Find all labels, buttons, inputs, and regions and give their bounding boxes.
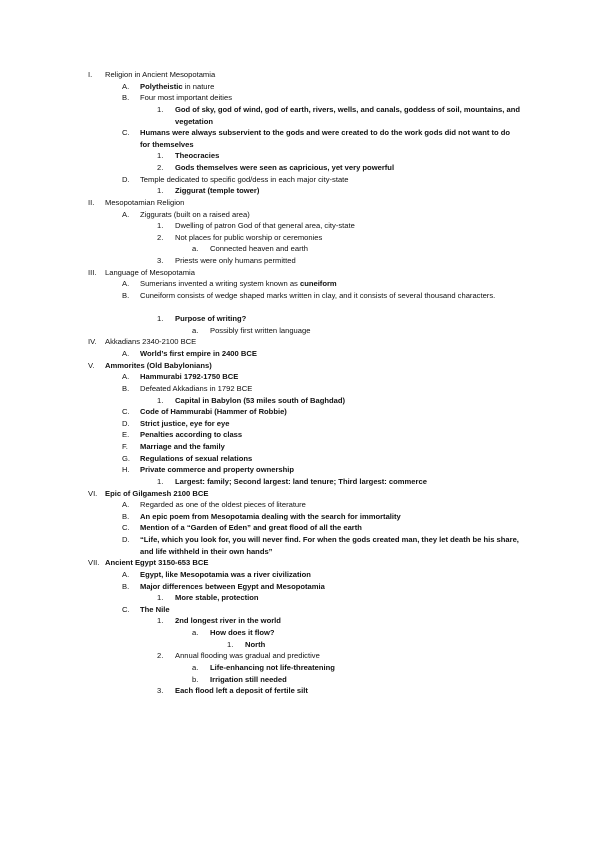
bold-text: Strict justice, eye for eye [140, 418, 230, 428]
outline-marker: C. [122, 407, 130, 417]
bold-text: An epic poem from Mesopotamia dealing with the search for immortality [140, 511, 401, 521]
outline-marker: b. [192, 674, 199, 684]
plain-text: Possibly first written language [210, 325, 311, 335]
outline-item-level-2 [0, 395, 595, 407]
outline-marker: 1. [157, 186, 164, 196]
outline-item-level-0 [0, 69, 595, 81]
outline-text [175, 150, 219, 162]
outline-marker: III. [88, 267, 97, 277]
bold-text: Ammorites (Old Babylonians) [105, 360, 212, 370]
outline-marker: B. [122, 290, 130, 300]
plain-text: Four most important deities [140, 93, 233, 103]
outline-item-level-2 [0, 255, 595, 267]
plain-text: Priests were only humans permitted [175, 256, 296, 265]
bold-text: North [245, 639, 266, 649]
plain-text: Religion in Ancient Mesopotamia [105, 70, 216, 79]
bold-text: Epic of Gilgamesh 2100 BCE [105, 488, 209, 498]
outline-item-level-1 [0, 174, 595, 186]
outline-item-level-1 [0, 569, 595, 581]
outline-text [175, 255, 296, 267]
plain-text: Mesopotamian Religion [105, 197, 185, 207]
outline-text [210, 243, 308, 255]
outline-marker: A. [122, 209, 130, 219]
outline-item-level-2 [0, 150, 595, 162]
outline-item-level-1 [0, 453, 595, 465]
bold-text: cuneiform [299, 279, 337, 289]
outline-item-level-1 [0, 522, 595, 534]
outline-marker: D. [122, 174, 130, 184]
outline-marker: VII. [88, 558, 100, 568]
bold-text: World’s first empire in 2400 BCE [140, 349, 257, 358]
bold-text: Irrigation still needed [210, 674, 287, 684]
outline-item-level-0 [0, 488, 595, 500]
outline-marker: 1. [157, 314, 164, 324]
outline-marker: E. [122, 430, 130, 440]
outline-marker: C. [122, 128, 130, 138]
plain-text: Sumerians invented a writing system known as [140, 279, 300, 289]
outline-item-level-3 [0, 674, 595, 686]
outline-item-level-0 [0, 336, 595, 348]
outline-item-level-1 [0, 581, 595, 593]
outline-text [210, 674, 287, 686]
outline-text [175, 685, 308, 697]
outline-marker: 1. [157, 221, 164, 231]
outline-text [105, 267, 195, 279]
outline-marker: A. [122, 500, 130, 510]
outline-text [175, 313, 246, 325]
outline-text [140, 429, 242, 441]
outline-text [140, 604, 170, 616]
outline-text [140, 383, 252, 395]
outline-marker: F. [122, 442, 128, 451]
outline-text [140, 534, 520, 557]
bold-text: Code of Hammurabi (Hammer of Robbie) [140, 407, 287, 417]
outline-text [140, 581, 325, 593]
outline-text [175, 615, 281, 627]
bold-text: Mention of a “Garden of Eden” and great flood of all the earth [140, 523, 362, 533]
bold-text: Private commerce and property ownership [140, 465, 295, 475]
plain-text: Temple dedicated to specific god/dess in each major city-state [140, 174, 349, 184]
plain-text: Not places for public worship or ceremonies [175, 232, 323, 242]
bold-text: Major differences between Egypt and Mesopotamia [140, 581, 325, 591]
outline-item-level-1 [0, 209, 595, 221]
outline-item-level-2 [0, 220, 595, 232]
outline-text [140, 511, 401, 523]
outline-text [210, 662, 335, 674]
outline-marker: G. [122, 453, 131, 463]
bold-text: Polytheistic [140, 81, 183, 91]
outline-item-level-3 [0, 243, 595, 255]
outline-item-level-1 [0, 604, 595, 616]
outline-marker: 3. [157, 256, 164, 265]
bold-text: Egypt, like Mesopotamia was a river civilization [140, 569, 311, 579]
outline-item-level-1 [0, 406, 595, 418]
bold-text: Gods themselves were seen as capricious, yet very powerful [175, 163, 395, 172]
outline-marker: 1. [157, 476, 164, 486]
outline-text [140, 348, 257, 360]
outline-marker: B. [122, 93, 130, 103]
outline-text [140, 499, 306, 511]
outline-marker: II. [88, 197, 95, 207]
bold-text: Ancient Egypt 3150-653 BCE [105, 558, 209, 568]
outline-marker: 3. [157, 686, 164, 696]
outline-marker: 2. [157, 651, 164, 661]
outline-text [175, 476, 427, 488]
bold-text: Life-enhancing not life-threatening [210, 662, 335, 672]
outline-marker: A. [122, 569, 130, 579]
outline-text [105, 197, 184, 209]
outline-marker: H. [122, 465, 130, 475]
plain-text: Akkadians 2340-2100 BCE [105, 337, 197, 347]
outline-item-level-0 [0, 557, 595, 569]
outline-marker: C. [122, 523, 130, 533]
bold-text: Hammurabi 1792-1750 BCE [140, 372, 239, 382]
plain-text: Ziggurats (built on a raised area) [140, 209, 250, 219]
outline-text [140, 371, 238, 383]
outline-item-level-1 [0, 511, 595, 523]
outline-item-level-1 [0, 418, 595, 430]
outline-text [105, 69, 215, 81]
outline-text [175, 162, 394, 174]
bold-text: More stable, protection [175, 593, 259, 603]
outline-marker: A. [122, 349, 130, 358]
outline-marker: C. [122, 604, 130, 614]
outline-text [140, 81, 214, 93]
outline-item-level-0 [0, 360, 595, 372]
outline-marker: a. [192, 244, 199, 254]
bold-text: Humans were always subservient to the gods and were created to do the work gods did not want to do for themselves [140, 128, 511, 149]
outline-item-level-1 [0, 464, 595, 476]
outline-item-level-2 [0, 615, 595, 627]
bold-text: Capital in Babylon (53 miles south of Baghdad) [175, 395, 346, 405]
outline-item-level-1 [0, 499, 595, 511]
outline-marker: B. [122, 383, 130, 393]
outline-text [175, 592, 259, 604]
outline-item-level-2 [0, 232, 595, 244]
outline-marker: 1. [157, 104, 164, 114]
bold-text: God of sky, god of wind, god of earth, rivers, wells, and canals, goddess of soil, mountains, and vegetation [175, 104, 520, 126]
outline-marker: VI. [88, 488, 98, 498]
outline-item-level-3 [0, 325, 595, 337]
outline-marker: D. [122, 535, 130, 544]
bold-text: Theocracies [175, 151, 220, 161]
outline-marker: a. [192, 325, 199, 335]
outline-item-level-2 [0, 162, 595, 174]
outline-marker: A. [122, 279, 130, 289]
outline-item-level-2 [0, 476, 595, 488]
outline-marker: B. [122, 581, 130, 591]
outline-item-level-1 [0, 92, 595, 104]
outline-marker: 1. [157, 151, 164, 161]
outline-text [140, 406, 287, 418]
outline-item-level-3 [0, 627, 595, 639]
outline-text [105, 336, 196, 348]
outline-text [140, 92, 232, 104]
outline-text [105, 557, 208, 569]
bold-text: Penalties according to class [140, 430, 243, 440]
bold-text: The Nile [140, 604, 170, 614]
outline-text [210, 325, 310, 337]
outline-text [175, 395, 345, 407]
outline-text [245, 639, 265, 651]
outline-text [140, 278, 337, 290]
plain-text: Language of Mesopotamia [105, 267, 195, 277]
outline-text [140, 290, 520, 302]
outline-text [175, 185, 259, 197]
outline-marker: A. [122, 81, 130, 91]
outline-text [140, 127, 520, 150]
outline-item-level-1 [0, 441, 595, 453]
outline-marker: D. [122, 418, 130, 428]
bold-text: “Life, which you look for, you will never find. For when the gods created man, they let death be his share, and life withheld in their own hands” [140, 535, 519, 556]
outline-text [175, 104, 520, 127]
outline-text [105, 488, 208, 500]
bold-text: How does it flow? [210, 628, 275, 637]
bold-text: Regulations of sexual relations [140, 453, 253, 463]
plain-text: Dwelling of patron God of that general area, city-state [175, 221, 355, 231]
outline-item-level-0 [0, 267, 595, 279]
plain-text: Annual flooding was gradual and predictive [175, 651, 320, 661]
outline-text [140, 209, 250, 221]
plain-text: Cuneiform consists of wedge shaped marks written in clay, and it consists of several thousand characters. [140, 290, 496, 300]
outline-marker: I. [88, 70, 93, 79]
outline-item-level-2 [0, 592, 595, 604]
outline-marker: a. [192, 662, 199, 672]
bold-text: Marriage and the family [140, 442, 225, 451]
plain-text: in nature [182, 81, 215, 91]
outline-text [140, 522, 362, 534]
outline-text [140, 464, 294, 476]
plain-text: Connected heaven and earth [210, 244, 308, 254]
outline-item-level-1 [0, 429, 595, 441]
outline-marker: IV. [88, 337, 97, 347]
outline-text [140, 441, 225, 453]
outline-item-level-1 [0, 371, 595, 383]
outline-text [210, 627, 275, 639]
outline-item-level-1 [0, 534, 595, 557]
outline-marker: a. [192, 628, 199, 637]
outline-marker: A. [122, 372, 130, 382]
outline-item-level-1 [0, 348, 595, 360]
outline-text [140, 174, 349, 186]
outline-text [140, 453, 252, 465]
outline-item-level-4 [0, 639, 595, 651]
bold-text: Ziggurat (temple tower) [175, 186, 260, 196]
outline-text [175, 232, 322, 244]
bold-text: Purpose of writing? [175, 314, 247, 324]
outline-item-level-1 [0, 127, 595, 150]
outline-text [175, 650, 320, 662]
outline-marker: B. [122, 511, 130, 521]
outline-item-level-1 [0, 81, 595, 93]
outline-item-level-1 [0, 383, 595, 395]
outline-item-level-2 [0, 313, 595, 325]
bold-text: Each flood left a deposit of fertile silt [175, 686, 308, 696]
outline-marker: 2. [157, 163, 164, 172]
outline-marker: 1. [157, 593, 164, 603]
bold-text: 2nd longest river in the world [175, 616, 281, 626]
outline-marker: 1. [227, 639, 234, 649]
bold-text: Largest: family; Second largest: land tenure; Third largest: commerce [175, 476, 427, 486]
outline-item-level-2 [0, 650, 595, 662]
outline-item-level-0 [0, 197, 595, 209]
outline-text [140, 569, 311, 581]
outline-list [0, 69, 595, 697]
outline-item-level-1 [0, 290, 595, 313]
outline-text [140, 418, 229, 430]
outline-text [175, 220, 355, 232]
plain-text: Defeated Akkadians in 1792 BCE [140, 383, 253, 393]
outline-marker: V. [88, 360, 95, 370]
outline-item-level-2 [0, 685, 595, 697]
outline-marker: 1. [157, 395, 164, 405]
outline-item-level-1 [0, 278, 595, 290]
outline-marker: 1. [157, 616, 164, 626]
outline-item-level-2 [0, 185, 595, 197]
plain-text: Regarded as one of the oldest pieces of literature [140, 500, 306, 510]
outline-item-level-3 [0, 662, 595, 674]
outline-text [105, 360, 212, 372]
outline-item-level-2 [0, 104, 595, 127]
outline-marker: 2. [157, 232, 164, 242]
